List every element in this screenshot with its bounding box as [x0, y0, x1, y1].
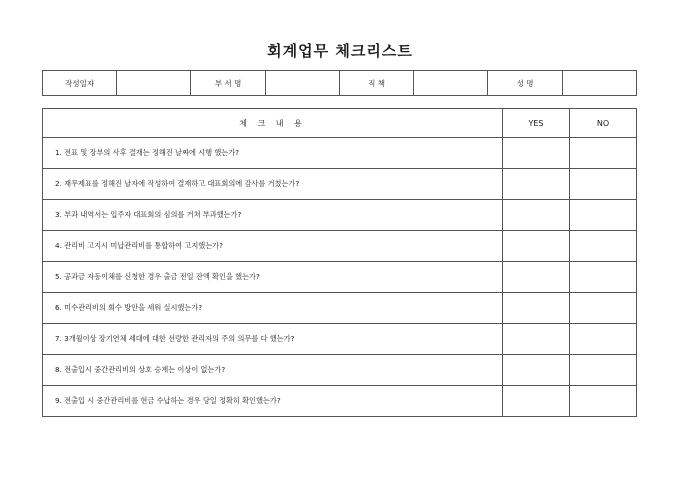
yes-cell[interactable]	[503, 386, 570, 417]
yes-cell[interactable]	[503, 200, 570, 231]
no-cell[interactable]	[570, 386, 637, 417]
yes-cell[interactable]	[503, 138, 570, 169]
checklist-table	[42, 108, 637, 417]
checklist-item: 8. 전출입시 중간관리비의 상호 승계는 이상이 없는가?	[43, 355, 503, 386]
department-field[interactable]	[265, 71, 339, 96]
info-table	[42, 70, 637, 96]
no-cell[interactable]	[570, 293, 637, 324]
checklist-item: 4. 관리비 고지시 미납관리비를 통합하여 고지했는가?	[43, 231, 503, 262]
table-row	[43, 293, 637, 324]
header-content: 체 크 내 용	[43, 109, 503, 138]
table-row	[43, 200, 637, 231]
table-row	[43, 324, 637, 355]
no-cell[interactable]	[570, 231, 637, 262]
yes-cell[interactable]	[503, 293, 570, 324]
yes-cell[interactable]	[503, 262, 570, 293]
no-cell[interactable]	[570, 324, 637, 355]
checklist-item: 5. 공과금 자동이체를 신청한 경우 출금 전일 잔액 확인을 했는가?	[43, 262, 503, 293]
table-row	[43, 138, 637, 169]
table-row	[43, 355, 637, 386]
yes-cell[interactable]	[503, 169, 570, 200]
checklist-item: 2. 재무제표를 정해진 날자에 작성하여 결재하고 대표회의에 감사를 거쳤는가?	[43, 169, 503, 200]
table-row	[43, 169, 637, 200]
checklist-item: 3. 부과 내역서는 입주자 대표회의 심의를 거쳐 부과했는가?	[43, 200, 503, 231]
table-row	[43, 231, 637, 262]
no-cell[interactable]	[570, 262, 637, 293]
yes-cell[interactable]	[503, 324, 570, 355]
department-label: 부 서 명	[191, 71, 265, 96]
checklist-item: 6. 미수관리비의 회수 방안을 세워 실시했는가?	[43, 293, 503, 324]
name-field[interactable]	[562, 71, 636, 96]
no-cell[interactable]	[570, 355, 637, 386]
position-field[interactable]	[414, 71, 488, 96]
page-title: 회계업무 체크리스트	[267, 42, 413, 60]
no-cell[interactable]	[570, 169, 637, 200]
header-yes: YES	[503, 109, 570, 138]
header-no: NO	[570, 109, 637, 138]
checklist-item: 9. 전출입 시 중간관리비를 현금 수납하는 경우 당일 정확히 확인했는가?	[43, 386, 503, 417]
checklist-item: 1. 전표 및 장부의 사후 결재는 정해진 날짜에 시행 했는가?	[43, 138, 503, 169]
table-row	[43, 262, 637, 293]
yes-cell[interactable]	[503, 355, 570, 386]
date-label: 작성일자	[43, 71, 117, 96]
name-label: 성 명	[488, 71, 562, 96]
checklist-item: 7. 3개월이상 장기연체 세대에 대한 선량한 관리자의 주의 의무를 다 했는가?	[43, 324, 503, 355]
no-cell[interactable]	[570, 138, 637, 169]
table-row	[43, 386, 637, 417]
yes-cell[interactable]	[503, 231, 570, 262]
position-label: 직 책	[339, 71, 413, 96]
date-field[interactable]	[117, 71, 191, 96]
no-cell[interactable]	[570, 200, 637, 231]
